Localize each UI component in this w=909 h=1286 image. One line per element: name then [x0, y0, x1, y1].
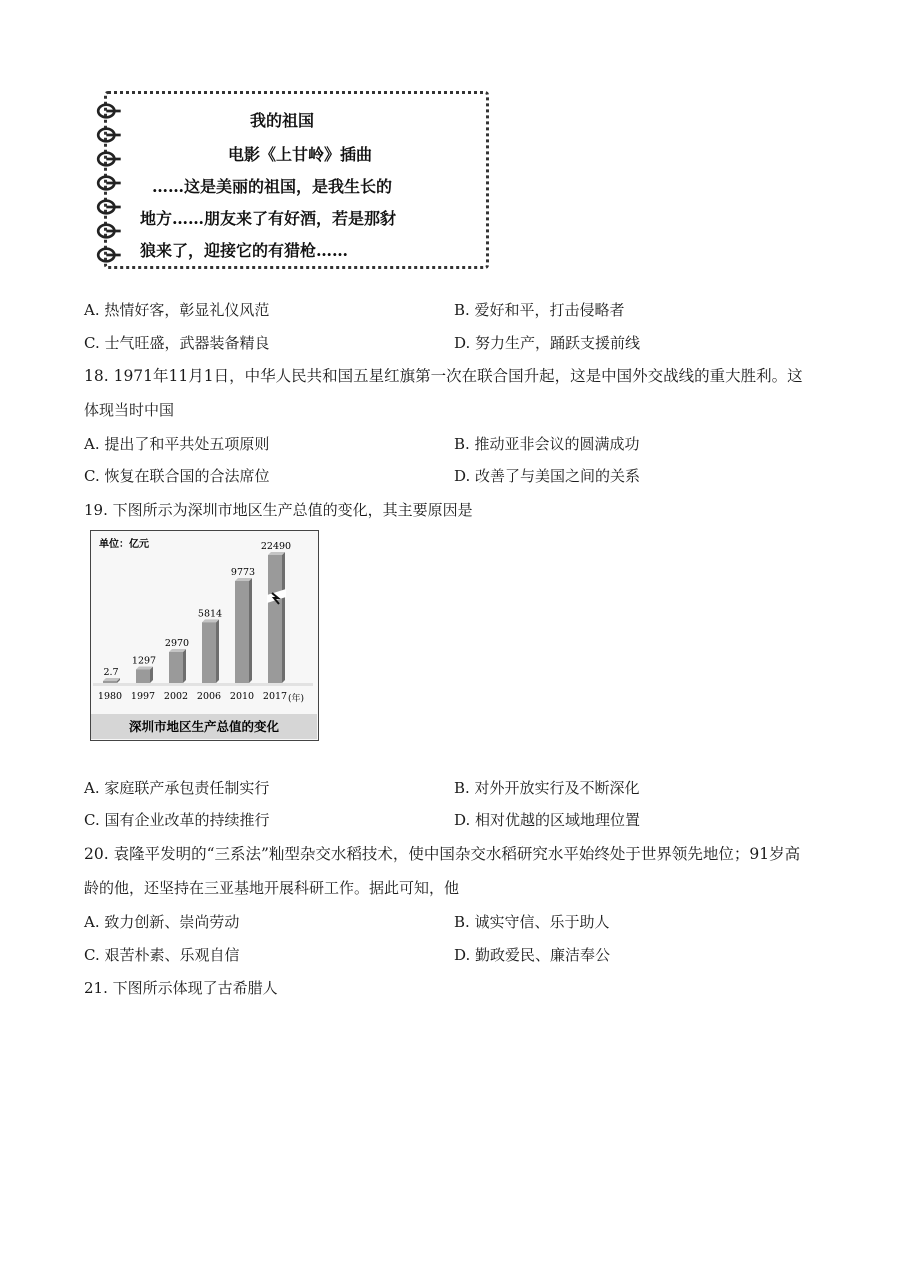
x-tick-label: 1980	[97, 691, 123, 702]
q17-option-b: B. 爱好和平，打击侵略者	[454, 301, 625, 319]
q21-stem: 21. 下图所示体现了古希腊人	[84, 979, 278, 997]
chart-x-axis-label: (年)	[287, 694, 304, 704]
bar-value-label: 22490	[260, 541, 292, 552]
spiral-ring-icon	[94, 150, 124, 168]
song-title: 我的祖国	[250, 111, 315, 130]
q18-option-b: B. 推动亚非会议的圆满成功	[454, 435, 640, 453]
q19-option-d: D. 相对优越的区域地理位置	[454, 811, 641, 829]
gdp-chart-svg	[91, 531, 317, 739]
spiral-ring-icon	[94, 174, 124, 192]
x-tick-label: 1997	[130, 691, 156, 702]
q18-option-d: D. 改善了与美国之间的关系	[454, 467, 641, 485]
q19-option-a: A. 家庭联产承包责任制实行	[84, 779, 270, 797]
bar-value-label: 1297	[131, 655, 157, 667]
q20-stem-line-1: 20. 袁隆平发明的“三系法”籼型杂交水稻技术，使中国杂交水稻研究水平始终处于世界领先地位；91岁高	[84, 845, 801, 863]
q19-option-b: B. 对外开放实行及不断深化	[454, 779, 640, 797]
bar-top	[136, 666, 153, 669]
q20-stem-line-2: 龄的他，还坚持在三亚基地开展科研工作。据此可知，他	[84, 879, 460, 897]
chart-unit-label: 单位：亿元	[99, 539, 149, 550]
bar-1997	[136, 669, 150, 683]
q20-option-c: C. 艰苦朴素、乐观自信	[84, 946, 240, 964]
bar-value-label: 5814	[197, 608, 223, 620]
bar-side	[249, 578, 252, 683]
bar-side	[216, 619, 219, 683]
q20-option-d: D. 勤政爱民、廉洁奉公	[454, 946, 611, 964]
spiral-ring-icon	[94, 222, 124, 240]
bar-2017	[268, 555, 282, 683]
bar-top	[202, 619, 219, 622]
q17-option-c: C. 士气旺盛，武器装备精良	[84, 334, 270, 352]
bar-value-label: 2.7	[103, 667, 119, 678]
q17-option-a: A. 热情好客，彰显礼仪风范	[84, 301, 270, 319]
song-card	[90, 88, 494, 274]
spiral-ring-icon	[94, 102, 124, 120]
spiral-ring-icon	[94, 126, 124, 144]
x-tick-label: 2002	[163, 691, 189, 702]
bar-side	[282, 552, 285, 683]
bar-value-label: 2970	[164, 638, 190, 650]
x-tick-label: 2010	[229, 691, 255, 702]
bar-top	[235, 578, 252, 581]
bar-top	[103, 678, 120, 681]
spiral-ring-icon	[94, 198, 124, 216]
q18-option-a: A. 提出了和平共处五项原则	[84, 435, 270, 453]
bar-top	[268, 552, 285, 555]
q18-option-c: C. 恢复在联合国的合法席位	[84, 467, 270, 485]
gdp-chart	[90, 530, 319, 741]
chart-floor	[93, 683, 313, 686]
x-tick-label: 2006	[196, 691, 222, 702]
q19-stem: 19. 下图所示为深圳市地区生产总值的变化，其主要原因是	[84, 501, 473, 519]
chart-bars	[93, 541, 313, 702]
lyric-line-3: 狼来了，迎接它的有猎枪……	[140, 241, 349, 260]
q20-option-b: B. 诚实守信、乐于助人	[454, 913, 610, 931]
bar-value-label: 9773	[230, 567, 256, 578]
q17-option-d: D. 努力生产，踊跃支援前线	[454, 334, 641, 352]
q18-stem-line-1: 18. 1971年11月1日，中华人民共和国五星红旗第一次在联合国升起，这是中国外交战线的重大胜利。这	[84, 367, 803, 385]
song-subtitle: 电影《上甘岭》插曲	[228, 145, 373, 164]
bar-2006	[202, 622, 216, 683]
q19-option-c: C. 国有企业改革的持续推行	[84, 811, 270, 829]
x-tick-label: 2017	[262, 691, 288, 702]
lyric-line-1: ……这是美丽的祖国，是我生长的	[152, 177, 393, 196]
bar-2002	[169, 652, 183, 683]
bar-2010	[235, 581, 249, 683]
q18-stem-line-2: 体现当时中国	[84, 401, 175, 419]
lyric-line-2: 地方……朋友来了有好酒，若是那豺	[140, 209, 397, 228]
chart-title: 深圳市地区生产总值的变化	[128, 719, 280, 734]
bar-top	[169, 649, 186, 652]
bar-1980	[103, 681, 117, 683]
spiral-ring-icon	[94, 246, 124, 264]
q20-option-a: A. 致力创新、崇尚劳动	[84, 913, 240, 931]
bar-side	[183, 649, 186, 683]
